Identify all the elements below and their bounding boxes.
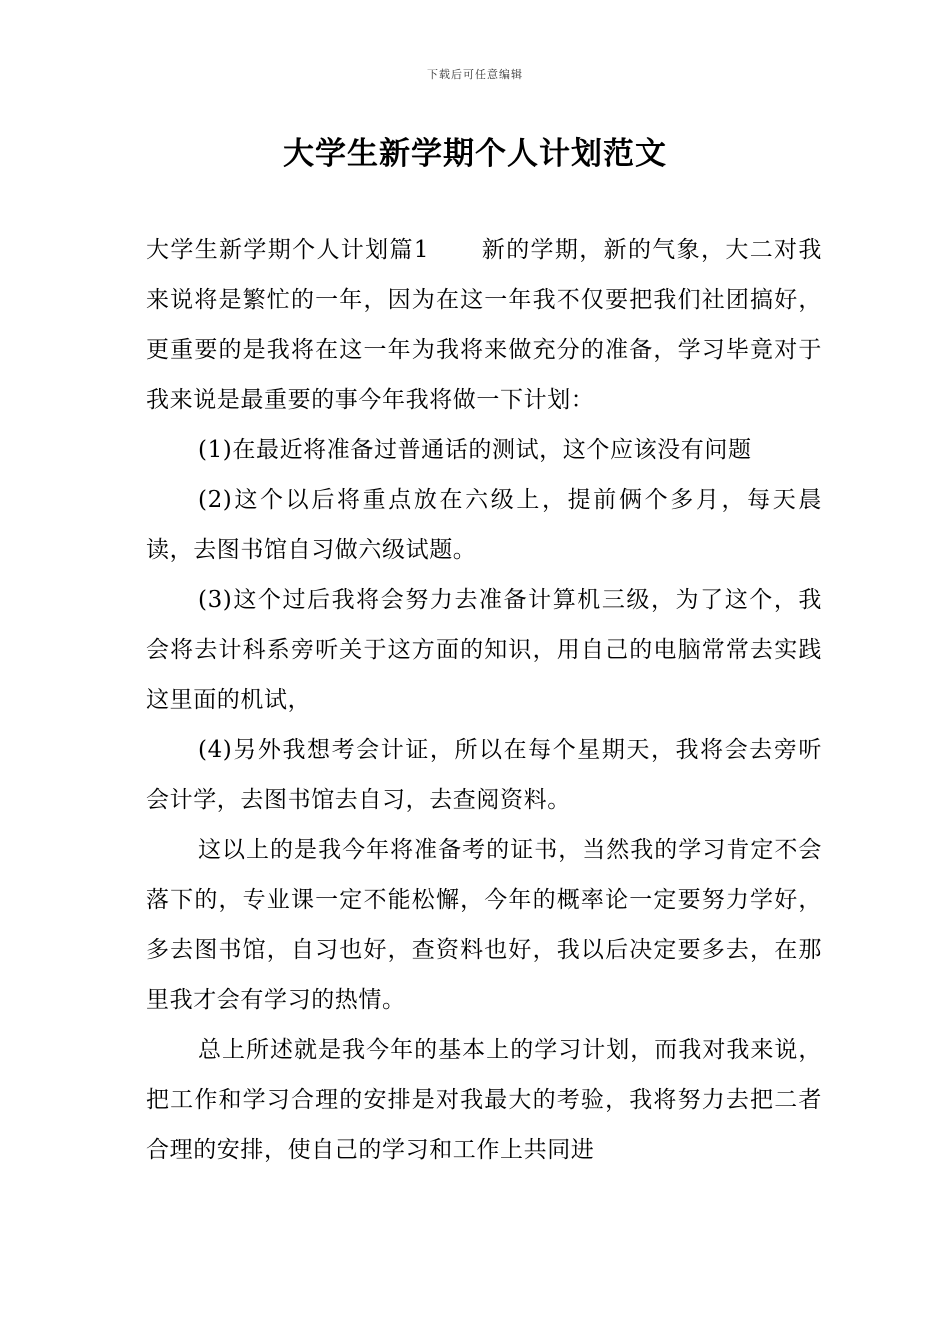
paragraph-certificates: 这以上的是我今年将准备考的证书，当然我的学习肯定不会落下的，专业课一定不能松懈，今年的概率论一定要努力学好，多去图书馆，自习也好，查资料也好，我以后决定要多去，在那里我才会有学习的热情。 xyxy=(146,837,822,1013)
paragraph-item-3: (3)这个过后我将会努力去准备计算机三级，为了这个，我会将去计科系旁听关于这方面的知识，用自己的电脑常常去实践这里面的机试， xyxy=(146,587,822,713)
paragraph-summary: 总上所述就是我今年的基本上的学习计划，而我对我来说，把工作和学习合理的安排是对我最大的考验，我将努力去把二者合理的安排，使自己的学习和工作上共同进 xyxy=(146,1037,822,1163)
paragraph-intro xyxy=(146,225,822,425)
document-body xyxy=(146,225,822,1175)
section-heading: 大学生新学期个人计划篇1 xyxy=(146,237,430,263)
paragraph-item-2: (2)这个以后将重点放在六级上，提前俩个多月，每天晨读，去图书馆自习做六级试题。 xyxy=(146,487,822,563)
paragraph-item-1: (1)在最近将准备过普通话的测试，这个应该没有问题 xyxy=(198,437,752,463)
paragraph-intro-text: 新的学期，新的气象，大二对我来说将是繁忙的一年，因为在这一年我不仅要把我们社团搞好，更重要的是我将在这一年为我将来做充分的准备，学习毕竟对于我来说是最重要的事今年我将做一下计划： xyxy=(146,237,822,413)
download-note: 下载后可任意编辑 xyxy=(427,68,523,81)
document-title: 大学生新学期个人计划范文 xyxy=(283,136,667,172)
paragraph-item-4: (4)另外我想考会计证，所以在每个星期天，我将会去旁听会计学，去图书馆去自习，去查阅资料。 xyxy=(146,737,822,813)
